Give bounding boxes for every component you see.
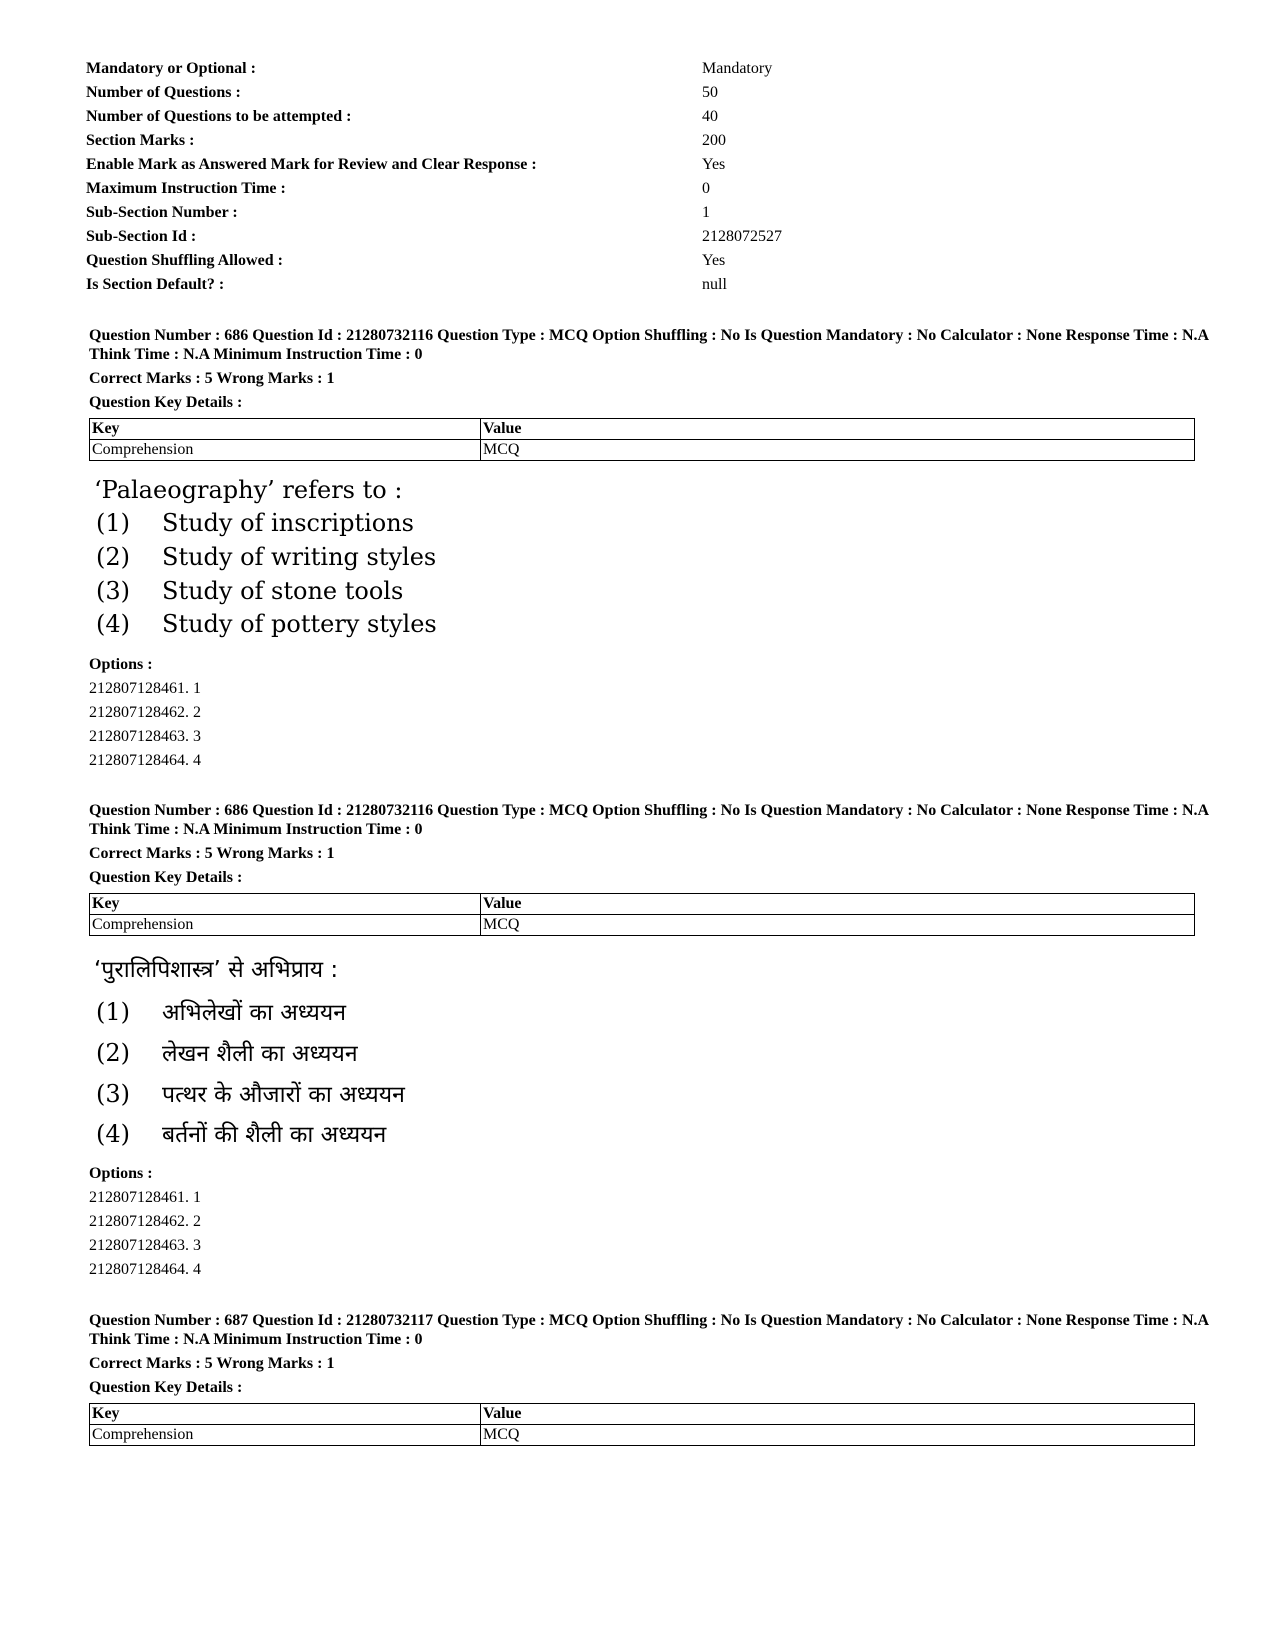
info-value: Yes	[702, 252, 726, 269]
choice-number: (3)	[96, 1080, 130, 1108]
info-label: Number of Questions :	[86, 84, 241, 101]
choice-text: पत्थर के औजारों का अध्ययन	[162, 1082, 405, 1108]
info-value: 1	[702, 204, 710, 221]
choice-row	[96, 541, 436, 573]
key-header: Key	[90, 419, 481, 440]
question-marks: Correct Marks : 5 Wrong Marks : 1	[89, 1355, 335, 1372]
question-header: Question Number : 686 Question Id : 21280732116 Question Type : MCQ Option Shuffling : No Is Question Mandatory : No Calculator : None Response Time : N.A Think Time : N.A Minimum Instruction Time : 0	[89, 327, 1209, 363]
info-value: Mandatory	[702, 60, 773, 77]
choice-number: (4)	[96, 1120, 130, 1148]
info-value: null	[702, 276, 727, 293]
value-cell: MCQ	[481, 440, 1195, 461]
info-value: 0	[702, 180, 710, 197]
option-id: 212807128462. 2	[89, 1213, 201, 1230]
question-key-table	[89, 1403, 1195, 1446]
key-cell: Comprehension	[90, 440, 481, 461]
info-label: Sub-Section Id :	[86, 228, 197, 245]
question-key-details-label: Question Key Details :	[89, 869, 243, 886]
key-cell: Comprehension	[90, 915, 481, 936]
question-key-details-label: Question Key Details :	[89, 1379, 243, 1396]
choice-number: (2)	[96, 543, 130, 571]
question-marks: Correct Marks : 5 Wrong Marks : 1	[89, 845, 335, 862]
option-id: 212807128463. 3	[89, 1237, 201, 1254]
info-label: Question Shuffling Allowed :	[86, 252, 283, 269]
info-label: Maximum Instruction Time :	[86, 180, 286, 197]
option-id: 212807128463. 3	[89, 728, 201, 745]
value-header: Value	[481, 1404, 1195, 1425]
value-cell: MCQ	[481, 1425, 1195, 1446]
info-value: 40	[702, 108, 718, 125]
choice-row	[96, 1036, 358, 1071]
choice-text: Study of stone tools	[162, 577, 404, 605]
value-cell: MCQ	[481, 915, 1195, 936]
choice-row	[96, 608, 437, 640]
option-id: 212807128462. 2	[89, 704, 201, 721]
question-key-table	[89, 893, 1195, 936]
key-header: Key	[90, 1404, 481, 1425]
choice-row	[96, 995, 346, 1030]
choice-text: Study of writing styles	[162, 543, 437, 571]
value-header: Value	[481, 894, 1195, 915]
option-id: 212807128461. 1	[89, 1189, 201, 1206]
option-id: 212807128464. 4	[89, 752, 201, 769]
choice-number: (1)	[96, 509, 130, 537]
options-label: Options :	[89, 1165, 153, 1182]
choice-row	[96, 1117, 386, 1152]
options-label: Options :	[89, 656, 153, 673]
info-label: Enable Mark as Answered Mark for Review and Clear Response :	[86, 156, 537, 173]
question-marks: Correct Marks : 5 Wrong Marks : 1	[89, 370, 335, 387]
key-cell: Comprehension	[90, 1425, 481, 1446]
choice-text: अभिलेखों का अध्ययन	[162, 1000, 346, 1026]
question-key-table	[89, 418, 1195, 461]
choice-number: (1)	[96, 998, 130, 1026]
choice-text: Study of inscriptions	[162, 509, 414, 537]
choice-number: (3)	[96, 577, 130, 605]
choice-text: Study of pottery styles	[162, 610, 437, 638]
option-id: 212807128464. 4	[89, 1261, 201, 1278]
info-label: Section Marks :	[86, 132, 195, 149]
key-header: Key	[90, 894, 481, 915]
info-label: Sub-Section Number :	[86, 204, 238, 221]
info-label: Mandatory or Optional :	[86, 60, 256, 77]
choice-row	[96, 507, 414, 539]
choice-text: लेखन शैली का अध्ययन	[162, 1041, 358, 1067]
choice-row	[96, 575, 403, 607]
question-stem: ‘पुरालिपिशास्त्र’ से अभिप्राय :	[94, 957, 339, 983]
question-stem: ‘Palaeography’ refers to :	[94, 476, 403, 504]
question-key-details-label: Question Key Details :	[89, 394, 243, 411]
choice-number: (2)	[96, 1039, 130, 1067]
choice-number: (4)	[96, 610, 130, 638]
question-header: Question Number : 686 Question Id : 21280732116 Question Type : MCQ Option Shuffling : No Is Question Mandatory : No Calculator : None Response Time : N.A Think Time : N.A Minimum Instruction Time : 0	[89, 802, 1209, 838]
info-label: Number of Questions to be attempted :	[86, 108, 352, 125]
value-header: Value	[481, 419, 1195, 440]
info-value: 50	[702, 84, 718, 101]
info-value: 200	[702, 132, 726, 149]
choice-text: बर्तनों की शैली का अध्ययन	[162, 1122, 387, 1148]
option-id: 212807128461. 1	[89, 680, 201, 697]
choice-row	[96, 1077, 405, 1112]
info-value: 2128072527	[702, 228, 782, 245]
info-value: Yes	[702, 156, 726, 173]
question-header: Question Number : 687 Question Id : 21280732117 Question Type : MCQ Option Shuffling : No Is Question Mandatory : No Calculator : None Response Time : N.A Think Time : N.A Minimum Instruction Time : 0	[89, 1312, 1209, 1348]
info-label: Is Section Default? :	[86, 276, 225, 293]
